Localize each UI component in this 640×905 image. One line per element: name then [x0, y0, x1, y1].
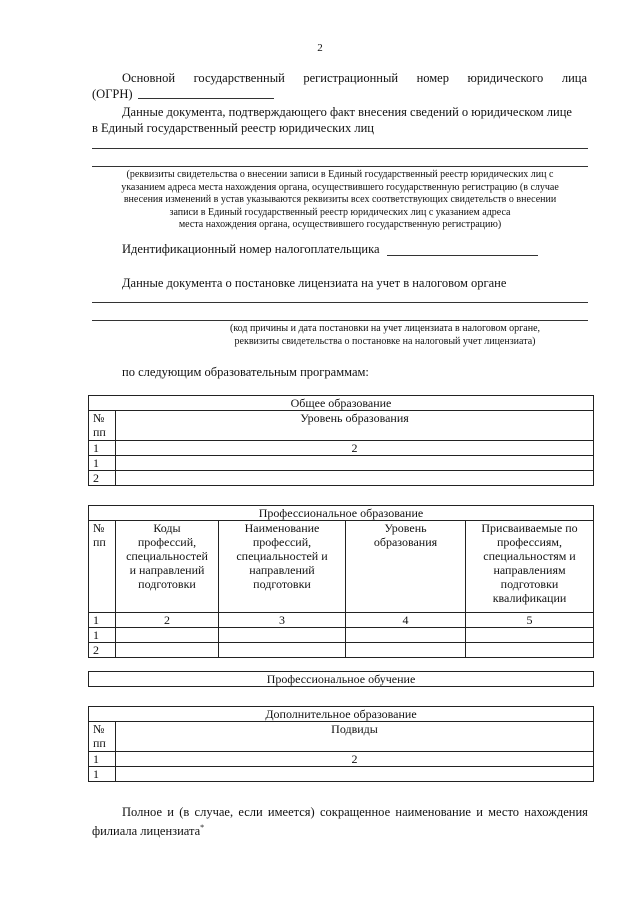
tax-label: Данные документа о постановке лицензиата на учет в налоговом органе	[122, 276, 507, 290]
table-title: Дополнительное образование	[89, 707, 594, 722]
table-title-row	[89, 707, 594, 722]
table-title-row	[89, 506, 594, 521]
level-header: Уровень образования	[346, 521, 466, 613]
column-number-row: 1 2	[89, 752, 594, 767]
general-education-table	[88, 395, 594, 486]
egrul-fill-line	[92, 148, 588, 149]
ogrn-fill-line	[138, 98, 274, 99]
table-title: Профессиональное обучение	[89, 672, 594, 687]
ogrn-abbr: (ОГРН)	[92, 87, 133, 101]
additional-education-table	[88, 706, 594, 782]
number-header: № пп	[89, 722, 116, 752]
table-row: 2	[89, 471, 594, 486]
egrul-text-line2: в Единый государственный реестр юридических лиц	[92, 121, 374, 135]
branch-line1: Полное и (в случае, если имеется) сокращенное наименование и место нахождения	[122, 805, 588, 819]
egrul-fill-line	[92, 166, 588, 167]
ogrn-word: номер	[416, 71, 449, 85]
column-number-row: 1 2 3 4 5	[89, 613, 594, 628]
ogrn-word: лица	[561, 71, 587, 85]
inn-label: Идентификационный номер налогоплательщика	[122, 242, 380, 256]
level-header: Уровень образования	[116, 411, 594, 441]
table-title: Профессиональное образование	[89, 506, 594, 521]
table-row: 1	[89, 628, 594, 643]
tax-fill-line	[92, 320, 588, 321]
ogrn-word: юридического	[467, 71, 544, 85]
egrul-text-line1: Данные документа, подтверждающего факт внесения сведений о юридическом лице	[122, 105, 572, 119]
table-row: 1	[89, 767, 594, 782]
number-header: № пп	[89, 411, 116, 441]
branch-line2: филиала лицензиата*	[92, 823, 205, 839]
number-header: № пп	[89, 521, 116, 613]
ogrn-line	[122, 70, 587, 86]
table-title-row	[89, 672, 594, 687]
ogrn-word: регистрационный	[303, 71, 399, 85]
codes-header: Коды профессий, специальностей и направлений подготовки	[116, 521, 219, 613]
qualifications-header: Присваиваемые по профессиям, специальностям и направлениям подготовки квалификации	[466, 521, 594, 613]
column-number-row: 1 2	[89, 441, 594, 456]
table-header-row	[89, 411, 594, 441]
ogrn-word: государственный	[193, 71, 285, 85]
subtypes-header: Подвиды	[116, 722, 594, 752]
page-number: 2	[317, 42, 323, 54]
professional-education-table	[88, 505, 594, 658]
table-header-row	[89, 521, 594, 613]
ogrn-word: Основной	[122, 71, 176, 85]
footnote-mark: *	[200, 823, 205, 832]
programs-intro: по следующим образовательным программам:	[122, 365, 369, 379]
table-row: 1	[89, 456, 594, 471]
table-title-row	[89, 396, 594, 411]
names-header: Наименование профессий, специальностей и направлений подготовки	[219, 521, 346, 613]
tax-note: (код причины и дата постановки на учет лицензиата в налоговом органе, реквизиты свидетельства о постановке на налоговый учет лицензиата)	[229, 323, 541, 347]
table-title: Общее образование	[89, 396, 594, 411]
table-header-row	[89, 722, 594, 752]
inn-fill-line	[387, 255, 538, 256]
table-row: 2	[89, 643, 594, 658]
professional-training-table	[88, 671, 594, 687]
tax-fill-line	[92, 302, 588, 303]
egrul-note: (реквизиты свидетельства о внесении записи в Единый государственный реестр юридических лиц с указанием адреса места нахождения органа, осуществившего государственную регистрацию (в случае внесения изменений в устав указываются реквизиты всех соответствующих свидетельств о внесении записи в Единый государственный реестр юридических лиц с указанием адреса места нахождения органа, осуществившего государственную регистрацию)	[121, 169, 559, 230]
